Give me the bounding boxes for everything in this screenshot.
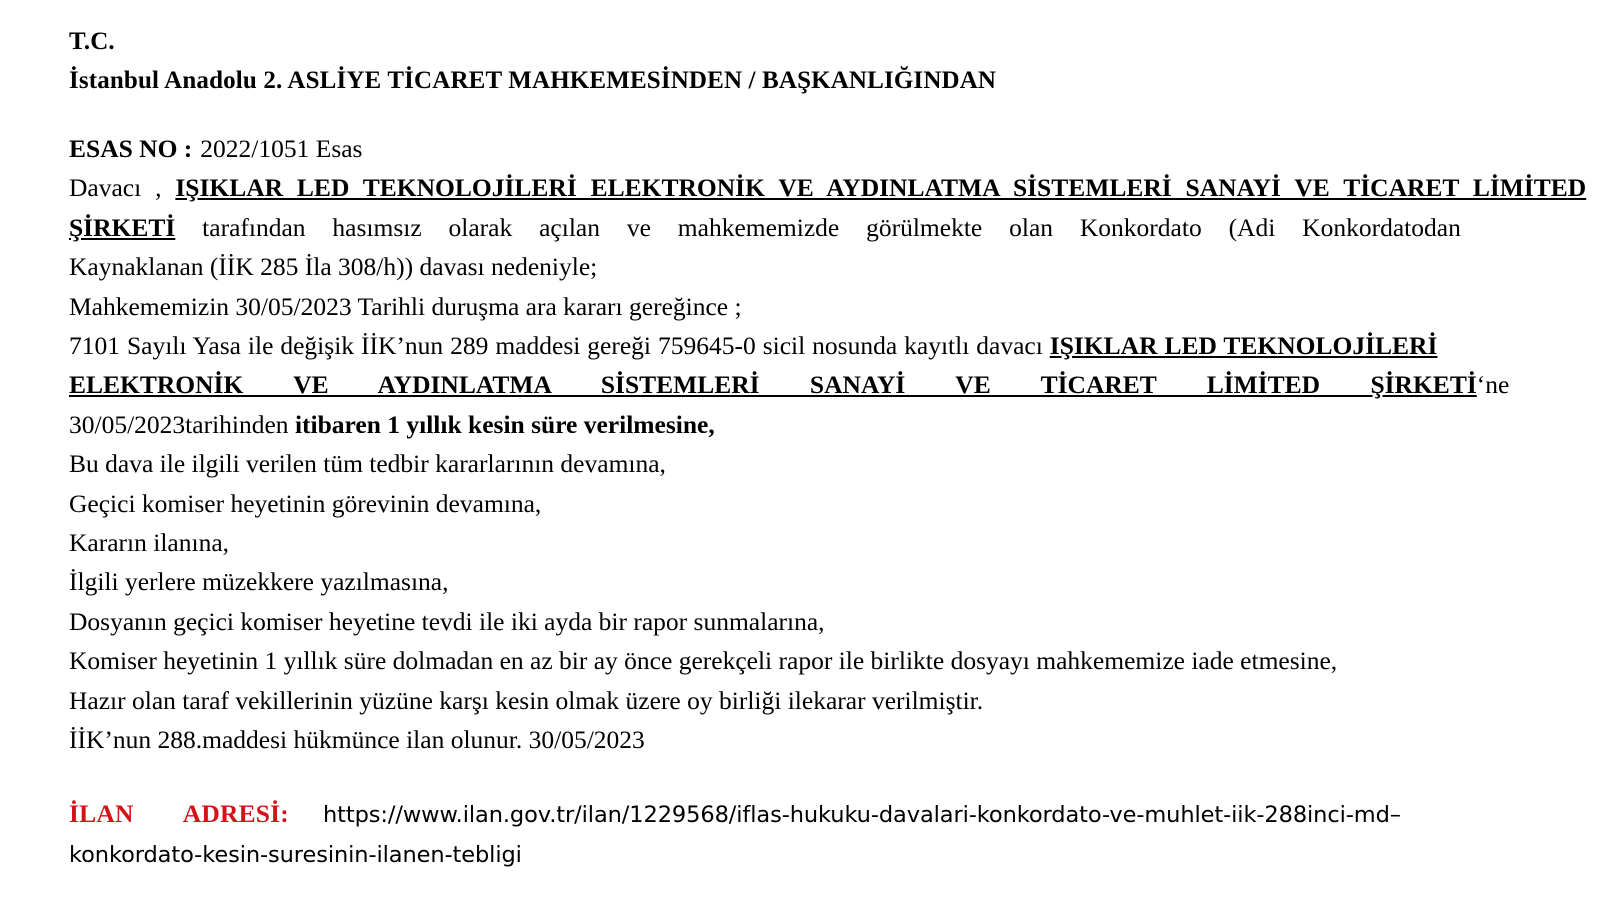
decision-item: Geçici komiser heyetinin görevinin devamına, xyxy=(69,488,542,518)
grace-period-emphasis: itibaren 1 yıllık kesin süre verilmesine, xyxy=(294,409,715,439)
hearing-interim-decision-line: Mahkememizin 30/05/2023 Tarihli duruşma ara kararı gereğince ; xyxy=(69,291,742,321)
decision-item: Dosyanın geçici komiser heyetine tevdi ile iki ayda bir rapor sunmalarına, xyxy=(69,606,825,636)
announcement-address-line-1 xyxy=(69,794,1518,835)
grace-period-start-date: 30/05/2023tarihinden xyxy=(69,409,295,439)
decision-item: İİK’nun 288.maddesi hükmünce ilan olunur. 30/05/2023 xyxy=(69,725,645,755)
plaintiff-company-name-part-2: ŞİRKETİ xyxy=(69,212,176,242)
case-number-line xyxy=(69,129,1518,168)
decision-item: İlgili yerlere müzekkere yazılmasına, xyxy=(69,567,449,597)
decision-item: Bu dava ile ilgili verilen tüm tedbir kararlarının devamına, xyxy=(69,449,666,479)
paragraph-1-line-3: Kaynaklanan (İİK 285 İla 308/h)) davası nedeniyle; xyxy=(69,252,598,282)
decision-item: Hazır olan taraf vekillerinin yüzüne karşı kesin olmak üzere oy birliği ilekarar verilmiştir. xyxy=(69,685,984,715)
announcement-url-part-1[interactable]: https://www.ilan.gov.tr/ilan/1229568/iflas-hukuku-davalari-konkordato-ve-muhlet-iik-288inci-md– xyxy=(322,801,1401,828)
paragraph-3-line-1 xyxy=(69,326,1518,365)
decision-item: Kararın ilanına, xyxy=(69,528,230,558)
case-number-label: ESAS NO : xyxy=(69,134,193,163)
court-header-line-1: T.C. xyxy=(69,28,115,55)
paragraph-1-line-2 xyxy=(69,208,1518,247)
registered-company-name-part-2: ELEKTRONİK VE AYDINLATMA SİSTEMLERİ SANAYİ VE TİCARET LİMİTED ŞİRKETİ xyxy=(69,370,1477,400)
announcement-address-label: İLAN ADRESİ: xyxy=(69,798,289,828)
announcement-url-part-2[interactable]: konkordato-kesin-suresinin-ilanen-tebligi xyxy=(69,841,522,868)
plaintiff-company-name-part-1: IŞIKLAR LED TEKNOLOJİLERİ ELEKTRONİK VE AYDINLATMA SİSTEMLERİ SANAYİ VE TİCARET LİMİTED xyxy=(175,173,1587,203)
paragraph-1-line-1 xyxy=(69,168,1587,207)
decision-item: Komiser heyetinin 1 yıllık süre dolmadan en az bir ay önce gerekçeli rapor ile birlikte dosyayı mahkememize iade etmesine, xyxy=(69,646,1338,676)
case-number-value: 2022/1051 Esas xyxy=(200,134,363,163)
plaintiff-lead-text: Davacı , xyxy=(69,173,176,203)
paragraph-3-line-3 xyxy=(69,405,1518,444)
header-spacer xyxy=(69,100,1518,129)
court-header-line-2: İstanbul Anadolu 2. ASLİYE TİCARET MAHKEMESİNDEN / BAŞKANLIĞINDAN xyxy=(69,67,997,94)
paragraph-1-body-text: tarafından hasımsız olarak açılan ve mahkememizde görülmekte olan Konkordato (Adi Konkordatodan xyxy=(175,212,1461,242)
company-name-suffix: ‘ne xyxy=(1476,370,1510,400)
paragraph-3-line-2 xyxy=(69,365,1518,404)
statute-reference-text: 7101 Sayılı Yasa ile değişik İİK’nun 289 maddesi gereği 759645-0 sicil nosunda kayıtlı davacı xyxy=(69,331,1050,361)
announcement-spacer xyxy=(69,760,1518,794)
registered-company-name-part-1: IŞIKLAR LED TEKNOLOJİLERİ xyxy=(1049,331,1438,361)
